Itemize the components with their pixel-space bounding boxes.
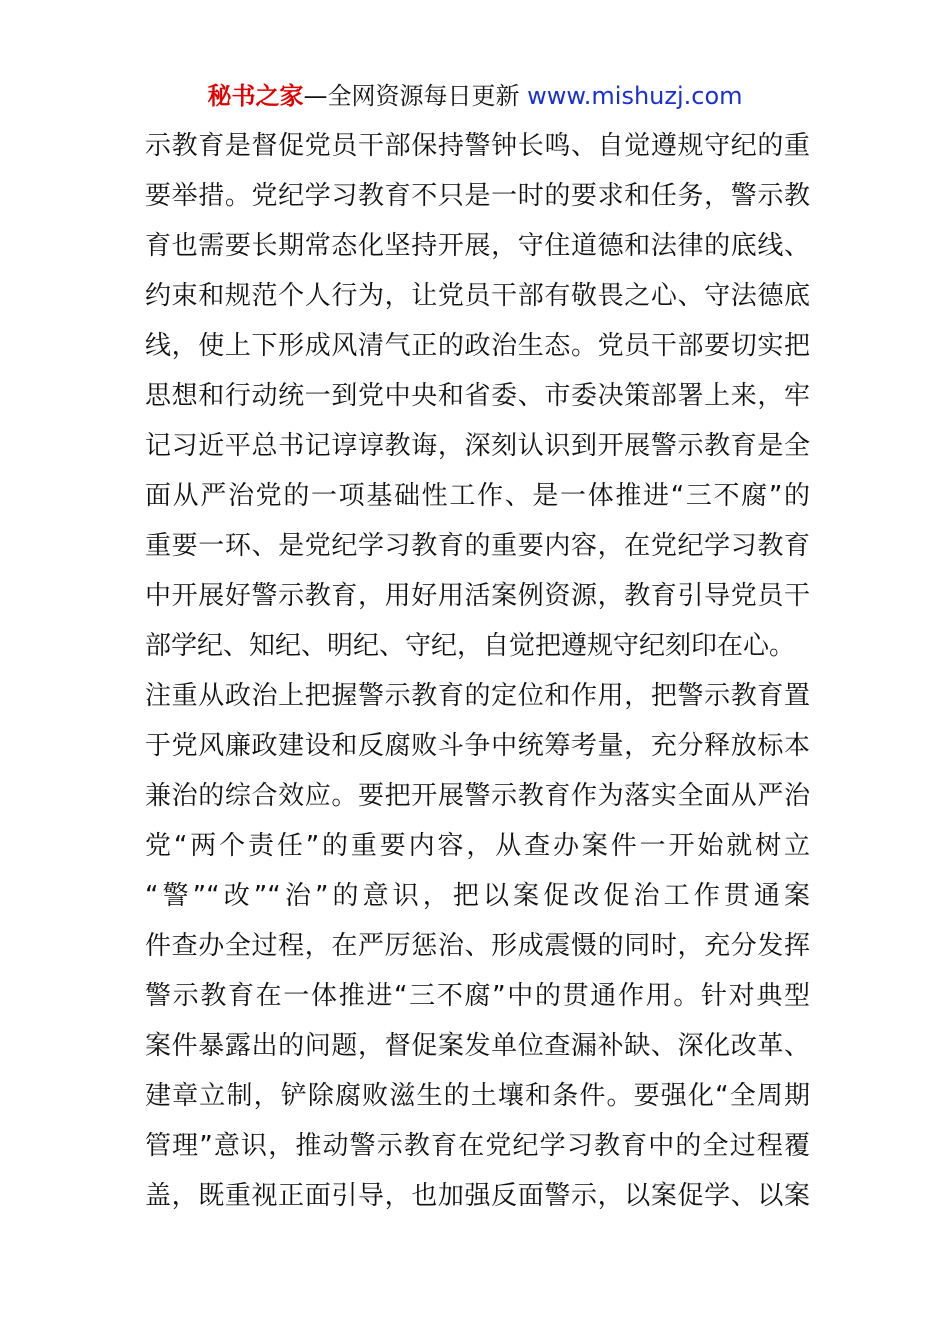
text-line: 党“两个责任”的重要内容，从查办案件一开始就树立: [145, 831, 810, 861]
text-line: 建章立制，铲除腐败滋生的土壤和条件。要强化“全周期: [145, 1081, 810, 1111]
text-line: 记习近平总书记谆谆教诲，深刻认识到开展警示教育是全: [145, 431, 810, 461]
text-line: 重要一环、是党纪学习教育的重要内容，在党纪学习教育: [145, 531, 810, 561]
text-line: “警”“改”“治”的意识，把以案促改促治工作贯通案: [145, 881, 810, 911]
text-line: 要举措。党纪学习教育不只是一时的要求和任务，警示教: [145, 181, 810, 211]
text-line: 件查办全过程，在严厉惩治、形成震慑的同时，充分发挥: [145, 931, 810, 961]
text-line: 线，使上下形成风清气正的政治生态。党员干部要切实把: [145, 331, 810, 361]
text-line: 面从严治党的一项基础性工作、是一体推进“三不腐”的: [145, 481, 810, 511]
text-line: 约束和规范个人行为，让党员干部有敬畏之心、守法德底: [145, 281, 810, 311]
text-line: 警示教育在一体推进“三不腐”中的贯通作用。针对典型: [145, 981, 810, 1011]
text-line: 注重从政治上把握警示教育的定位和作用，把警示教育置: [145, 681, 810, 711]
text-line: 盖，既重视正面引导，也加强反面警示，以案促学、以案: [145, 1181, 810, 1211]
text-line: 部学纪、知纪、明纪、守纪，自觉把遵规守纪刻印在心。: [145, 631, 796, 661]
site-url-link[interactable]: www.mishuzj.com: [527, 82, 743, 110]
site-tagline: —全网资源每日更新: [303, 82, 528, 110]
text-line: 兼治的综合效应。要把开展警示教育作为落实全面从严治: [145, 781, 810, 811]
text-line: 思想和行动统一到党中央和省委、市委决策部署上来，牢: [145, 381, 810, 411]
text-line: 中开展好警示教育，用好用活案例资源，教育引导党员干: [145, 581, 810, 611]
text-line: 育也需要长期常态化坚持开展，守住道德和法律的底线、: [145, 231, 810, 261]
text-line: 于党风廉政建设和反腐败斗争中统筹考量，充分释放标本: [145, 731, 810, 761]
text-line: 管理”意识，推动警示教育在党纪学习教育中的全过程覆: [145, 1131, 810, 1161]
text-line: 案件暴露出的问题，督促案发单位查漏补缺、深化改革、: [145, 1031, 810, 1061]
text-line: 示教育是督促党员干部保持警钟长鸣、自觉遵规守纪的重: [145, 131, 810, 161]
site-header: [0, 80, 950, 112]
site-brand: 秘书之家: [207, 82, 304, 110]
document-body: [145, 121, 810, 1221]
